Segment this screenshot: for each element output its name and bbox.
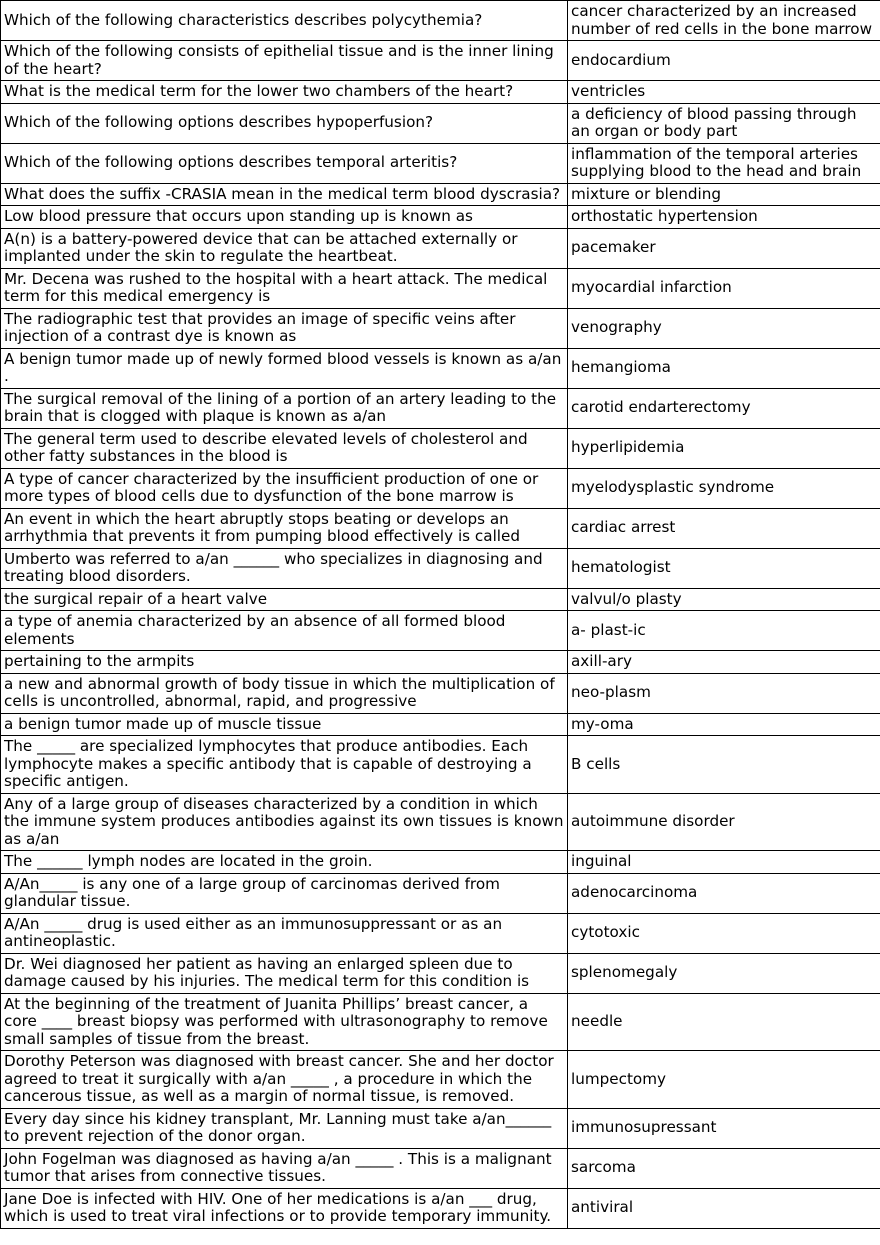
answer-cell: hemangioma [568,348,880,388]
question-cell: Which of the following characteristics describes polycythemia? [1,1,568,41]
question-cell: a type of anemia characterized by an absence of all formed blood elements [1,611,568,651]
table-row [1,428,880,468]
table-row [1,308,880,348]
question-cell: Mr. Decena was rushed to the hospital with a heart attack. The medical term for this medical emergency is [1,268,568,308]
answer-cell: neo-plasm [568,673,880,713]
table-row [1,953,880,993]
question-cell: John Fogelman was diagnosed as having a/an _____ . This is a malignant tumor that arises from connective tissues. [1,1148,568,1188]
table-row [1,913,880,953]
table-row [1,1188,880,1228]
answer-cell: cytotoxic [568,913,880,953]
question-cell: Dr. Wei diagnosed her patient as having an enlarged spleen due to damage caused by his injuries. The medical term for this condition is [1,953,568,993]
question-cell: a new and abnormal growth of body tissue in which the multiplication of cells is uncontrolled, abnormal, rapid, and progressive [1,673,568,713]
table-row [1,508,880,548]
question-cell: What is the medical term for the lower two chambers of the heart? [1,81,568,104]
question-cell: Which of the following consists of epithelial tissue and is the inner lining of the heart? [1,41,568,81]
answer-cell: hyperlipidemia [568,428,880,468]
table-row [1,851,880,874]
answer-cell: cancer characterized by an increased number of red cells in the bone marrow [568,1,880,41]
table-row [1,588,880,611]
answer-cell: carotid endarterectomy [568,388,880,428]
question-cell: Umberto was referred to a/an ______ who specializes in diagnosing and treating blood disorders. [1,548,568,588]
answer-cell: endocardium [568,41,880,81]
table-row [1,41,880,81]
question-cell: The ______ lymph nodes are located in the groin. [1,851,568,874]
question-cell: A(n) is a battery-powered device that can be attached externally or implanted under the skin to regulate the heartbeat. [1,228,568,268]
question-cell: A type of cancer characterized by the insufficient production of one or more types of blood cells due to dysfunction of the bone marrow is [1,468,568,508]
table-row [1,1051,880,1109]
question-cell: Jane Doe is infected with HIV. One of her medications is a/an ___ drug, which is used to treat viral infections or to provide temporary immunity. [1,1188,568,1228]
question-cell: Every day since his kidney transplant, Mr. Lanning must take a/an______ to prevent rejection of the donor organ. [1,1108,568,1148]
question-cell: The _____ are specialized lymphocytes that produce antibodies. Each lymphocyte makes a specific antibody that is capable of destroying a specific antigen. [1,736,568,794]
flashcard-rows [1,1,880,1229]
answer-cell: cardiac arrest [568,508,880,548]
answer-cell: my-oma [568,713,880,736]
question-cell: Dorothy Peterson was diagnosed with breast cancer. She and her doctor agreed to treat it surgically with a/an _____ , a procedure in which the cancerous tissue, as well as a margin of normal tissue, is removed. [1,1051,568,1109]
question-cell: a benign tumor made up of muscle tissue [1,713,568,736]
table-row [1,651,880,674]
question-cell: Low blood pressure that occurs upon standing up is known as [1,206,568,229]
table-row [1,673,880,713]
answer-cell: B cells [568,736,880,794]
question-cell: The general term used to describe elevated levels of cholesterol and other fatty substances in the blood is [1,428,568,468]
answer-cell: a- plast-ic [568,611,880,651]
answer-cell: antiviral [568,1188,880,1228]
table-row [1,468,880,508]
table-row [1,348,880,388]
table-row [1,713,880,736]
answer-cell: ventricles [568,81,880,104]
question-cell: A/An_____ is any one of a large group of carcinomas derived from glandular tissue. [1,873,568,913]
answer-cell: needle [568,993,880,1051]
question-cell: Which of the following options describes temporal arteritis? [1,143,568,183]
question-cell: the surgical repair of a heart valve [1,588,568,611]
question-cell: The surgical removal of the lining of a portion of an artery leading to the brain that is clogged with plaque is known as a/an [1,388,568,428]
answer-cell: hematologist [568,548,880,588]
table-row [1,793,880,851]
table-row [1,873,880,913]
table-row [1,993,880,1051]
answer-cell: orthostatic hypertension [568,206,880,229]
answer-cell: valvul/o plasty [568,588,880,611]
table-row [1,548,880,588]
answer-cell: splenomegaly [568,953,880,993]
answer-cell: inflammation of the temporal arteries supplying blood to the head and brain [568,143,880,183]
question-cell: At the beginning of the treatment of Juanita Phillips’ breast cancer, a core ____ breast biopsy was performed with ultrasonography to remove small samples of tissue from the breast. [1,993,568,1051]
table-row [1,388,880,428]
question-cell: A/An _____ drug is used either as an immunosuppressant or as an antineoplastic. [1,913,568,953]
table-row [1,1108,880,1148]
table-row [1,183,880,206]
answer-cell: inguinal [568,851,880,874]
table-row [1,228,880,268]
table-row [1,268,880,308]
table-row [1,1148,880,1188]
answer-cell: myelodysplastic syndrome [568,468,880,508]
question-cell: pertaining to the armpits [1,651,568,674]
answer-cell: venography [568,308,880,348]
table-row [1,103,880,143]
table-row [1,611,880,651]
table-row [1,1,880,41]
answer-cell: sarcoma [568,1148,880,1188]
question-cell: The radiographic test that provides an image of specific veins after injection of a contrast dye is known as [1,308,568,348]
answer-cell: lumpectomy [568,1051,880,1109]
table-row [1,206,880,229]
table-row [1,143,880,183]
answer-cell: axill-ary [568,651,880,674]
table-row [1,81,880,104]
answer-cell: autoimmune disorder [568,793,880,851]
question-cell: Which of the following options describes hypoperfusion? [1,103,568,143]
question-cell: An event in which the heart abruptly stops beating or develops an arrhythmia that prevents it from pumping blood effectively is called [1,508,568,548]
answer-cell: immunosupressant [568,1108,880,1148]
answer-cell: mixture or blending [568,183,880,206]
answer-cell: a deficiency of blood passing through an organ or body part [568,103,880,143]
answer-cell: pacemaker [568,228,880,268]
question-cell: What does the suffix -CRASIA mean in the medical term blood dyscrasia? [1,183,568,206]
answer-cell: adenocarcinoma [568,873,880,913]
question-cell: Any of a large group of diseases characterized by a condition in which the immune system produces antibodies against its own tissues is known as a/an [1,793,568,851]
answer-cell: myocardial infarction [568,268,880,308]
table-row [1,736,880,794]
question-cell: A benign tumor made up of newly formed blood vessels is known as a/an . [1,348,568,388]
